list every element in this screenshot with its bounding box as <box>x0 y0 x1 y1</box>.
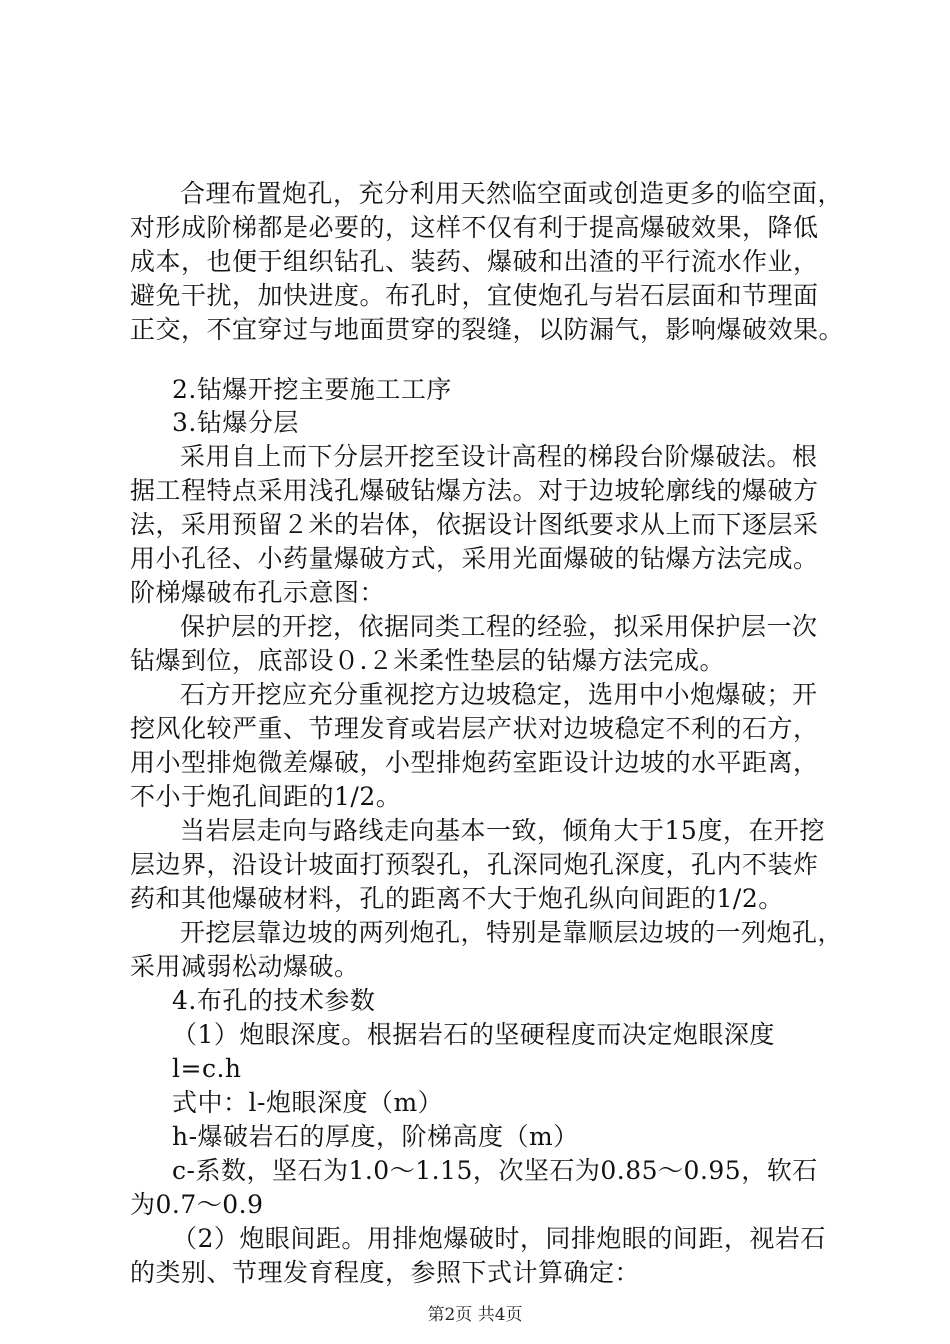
paragraph-line: 正交，不宜穿过与地面贯穿的裂缝，以防漏气，影响爆破效果。 <box>130 315 845 344</box>
paragraph-line: 当岩层走向与路线走向基本一致，倾角大于15度，在开挖 <box>180 816 825 845</box>
section-heading: 4.布孔的技术参数 <box>172 986 376 1015</box>
paragraph-line: 据工程特点采用浅孔爆破钻爆方法。对于边坡轮廓线的爆破方 <box>130 476 819 505</box>
formula-line: 为0.7～0.9 <box>130 1190 264 1219</box>
paragraph-line: 石方开挖应充分重视挖方边坡稳定，选用中小炮爆破；开 <box>180 680 818 709</box>
formula-line: h-爆破岩石的厚度，阶梯高度（m） <box>172 1122 579 1151</box>
paragraph-line: 药和其他爆破材料，孔的距离不大于炮孔纵向间距的1/2。 <box>130 884 784 913</box>
page-footer: 第2页 共4页 <box>427 1305 523 1325</box>
formula-line: l=c.h <box>172 1054 242 1083</box>
paragraph-line: 采用自上而下分层开挖至设计高程的梯段台阶爆破法。根 <box>180 442 818 471</box>
paragraph-line: 钻爆到位，底部设０.２米柔性垫层的钻爆方法完成。 <box>130 646 725 675</box>
paragraph-line: 对形成阶梯都是必要的，这样不仅有利于提高爆破效果，降低 <box>130 213 819 242</box>
formula-line: 式中：l-炮眼深度（m） <box>172 1088 444 1117</box>
paragraph-line: 开挖层靠边坡的两列炮孔，特别是靠顺层边坡的一列炮孔， <box>180 918 844 947</box>
paragraph-line: 法，采用预留２米的岩体，依据设计图纸要求从上而下逐层采 <box>130 510 819 539</box>
paragraph-line: 的类别、节理发育程度，参照下式计算确定： <box>130 1258 641 1287</box>
paragraph-line: 成本，也便于组织钻孔、装药、爆破和出渣的平行流水作业， <box>130 247 819 276</box>
paragraph-line: （1）炮眼深度。根据岩石的坚硬程度而决定炮眼深度 <box>172 1020 775 1049</box>
paragraph-line: 用小型排炮微差爆破，小型排炮药室距设计边坡的水平距离， <box>130 748 819 777</box>
paragraph-line: 合理布置炮孔，充分利用天然临空面或创造更多的临空面， <box>180 179 844 208</box>
section-heading: 2.钻爆开挖主要施工工序 <box>172 375 452 404</box>
paragraph-line: 挖风化较严重、节理发育或岩层产状对边坡稳定不利的石方， <box>130 714 819 743</box>
paragraph-line: 层边界，沿设计坡面打预裂孔，孔深同炮孔深度，孔内不装炸 <box>130 850 819 879</box>
section-heading: 3.钻爆分层 <box>172 408 299 437</box>
paragraph-line: 用小孔径、小药量爆破方式，采用光面爆破的钻爆方法完成。 <box>130 544 819 573</box>
paragraph-line: （2）炮眼间距。用排炮爆破时，同排炮眼的间距，视岩石 <box>172 1224 826 1253</box>
paragraph-line: 采用减弱松动爆破。 <box>130 952 360 981</box>
paragraph-line: 避免干扰，加快进度。布孔时，宜使炮孔与岩石层面和节理面 <box>130 281 819 310</box>
paragraph-line: 阶梯爆破布孔示意图： <box>130 578 386 607</box>
paragraph-line: 保护层的开挖，依据同类工程的经验，拟采用保护层一次 <box>180 612 818 641</box>
formula-line: c-系数，坚石为1.0～1.15，次坚石为0.85～0.95，软石 <box>172 1156 818 1185</box>
paragraph-line: 不小于炮孔间距的1/2。 <box>130 782 402 811</box>
